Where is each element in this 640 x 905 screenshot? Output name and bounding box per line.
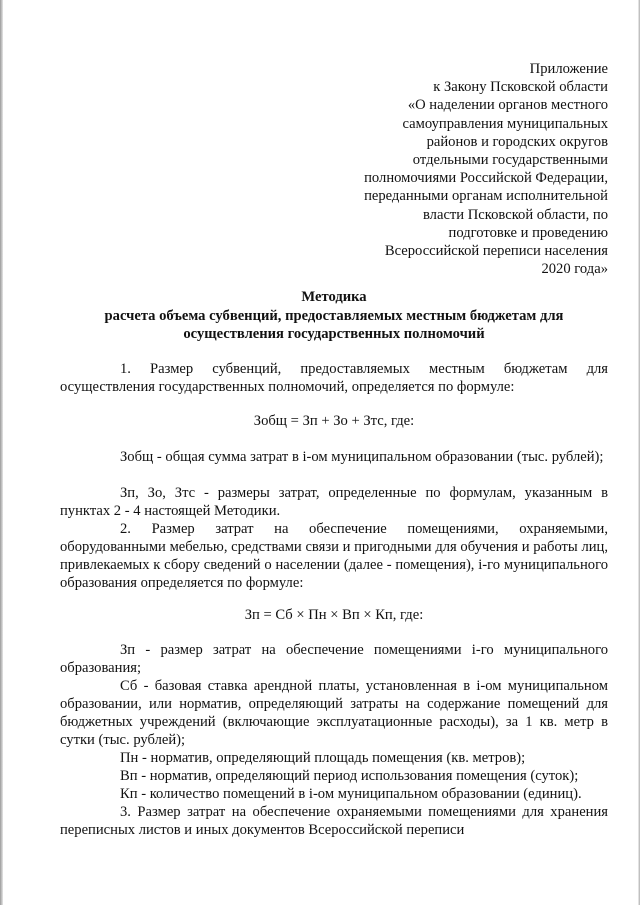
appendix-line: «О наделении органов местного [407, 97, 608, 114]
paragraph-6: Сб - базовая ставка арендной платы, установленная в i-ом муниципальном образовании, или норматив, определяющий затраты на содержание помещений для бюджетных учреждений (включающие эксплуатационные расходы), за 1 кв. метр в сутки (тыс. рублей); [60, 678, 608, 748]
formula-total: Зобщ = Зп + Зо + Зтс, где: [253, 413, 415, 429]
paragraph-4: 2. Размер затрат на обеспечение помещениями, охраняемыми, оборудованными мебелью, средствами связи и пригодными для обучения и работы лиц, привлекаемых к сбору сведений о населении (далее - помещения), i-го муниципального образования определяется по формуле: [60, 521, 608, 591]
appendix-line: 2020 года» [541, 261, 608, 278]
appendix-line: Всероссийской переписи населения [384, 243, 608, 260]
document-title [60, 288, 608, 344]
appendix-line: подготовке и проведению [448, 224, 608, 241]
appendix-line: районов и городских округов [426, 133, 608, 150]
appendix-line: переданными органам исполнительной [364, 188, 608, 205]
title-line-1: Методика [301, 289, 367, 305]
scan-edge-left [0, 0, 3, 905]
appendix-line: полномочиями Российской Федерации, [364, 170, 608, 187]
appendix-line: отдельными государственными [412, 152, 608, 169]
paragraph-9: Кп - количество помещений в i-ом муниципальном образовании (единиц). [120, 786, 582, 802]
appendix-line: власти Псковской области, по [422, 206, 608, 223]
formula-premises: Зп = Сб × Пн × Вп × Кп, где: [244, 607, 424, 623]
paragraph-7: Пн - норматив, определяющий площадь помещения (кв. метров); [120, 750, 526, 766]
appendix-line: Приложение [529, 61, 608, 77]
title-line-2: расчета объема субвенций, предоставляемых местным бюджетам для [104, 307, 564, 324]
appendix-line: самоуправления муниципальных [402, 115, 608, 132]
appendix-line: к Закону Псковской области [433, 79, 608, 96]
title-line-3: осуществления государственных полномочий [183, 326, 485, 342]
paragraph-2: Зобщ - общая сумма затрат в i-ом муниципальном образовании (тыс. рублей); [120, 449, 604, 465]
paragraph-5: Зп - размер затрат на обеспечение помещениями i-го муниципального образования; [60, 642, 608, 676]
paragraph-3: Зп, Зо, Зтс - размеры затрат, определенные по формулам, указанным в пунктах 2 - 4 настоящей Методики. [60, 485, 608, 519]
paragraph-10: 3. Размер затрат на обеспечение охраняемыми помещениями для хранения переписных листов и иных документов Всероссийской переписи [60, 804, 608, 838]
appendix-header [308, 60, 608, 278]
paragraph-1: 1. Размер субвенций, предоставляемых местным бюджетам для осуществления государственных полномочий, определяется по формуле: [60, 361, 608, 395]
paragraph-8: Вп - норматив, определяющий период использования помещения (суток); [120, 768, 579, 784]
